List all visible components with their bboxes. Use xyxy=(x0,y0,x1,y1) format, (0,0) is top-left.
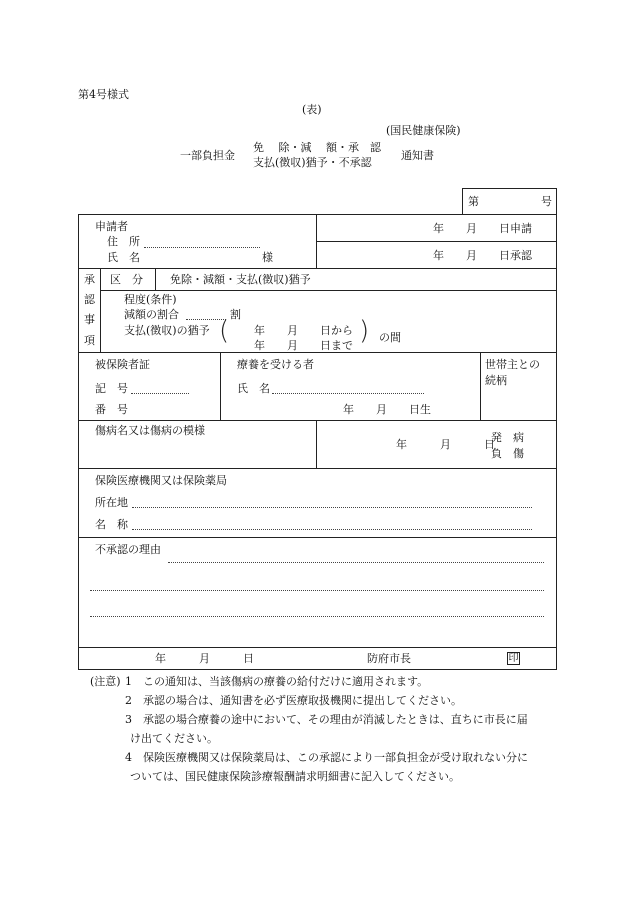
provider-name-label: 名 称 xyxy=(95,518,128,531)
note-4-text: 保険医療機関又は保険薬局は、この承認により一部負担金が受け取れない分に xyxy=(143,751,528,764)
kubun-label: 区 分 xyxy=(110,273,143,286)
rejection-line-3[interactable] xyxy=(90,616,544,617)
rejection-line-2[interactable] xyxy=(90,590,544,591)
address-field[interactable] xyxy=(144,247,260,248)
kigou-field[interactable] xyxy=(131,393,189,394)
bangou-label: 番 号 xyxy=(95,403,128,416)
title-prefix: 一部負担金 xyxy=(180,149,235,162)
wari-label: 割 xyxy=(230,308,241,321)
provider-label: 保険医療機関又は保険薬局 xyxy=(95,474,227,487)
number-dai: 第 xyxy=(468,195,479,208)
note-4-num: 4 xyxy=(125,751,132,764)
note-3-text-cont: け出てください。 xyxy=(130,732,218,745)
seal-stamp: 印 xyxy=(508,653,519,664)
deferral-from[interactable]: 年 月 日から xyxy=(254,324,353,337)
relation-label-2: 続柄 xyxy=(485,374,507,387)
number-go: 号 xyxy=(541,195,552,208)
form-number: 第4号様式 xyxy=(78,88,129,101)
notes-prefix: (注意) xyxy=(90,675,121,688)
recipient-name-field[interactable] xyxy=(272,393,424,394)
onset-label-2: 負 傷 xyxy=(491,447,524,460)
rejection-line-1[interactable] xyxy=(168,562,544,563)
applicant-label: 申請者 xyxy=(95,220,128,233)
relation-label-1: 世帯主との xyxy=(485,358,540,371)
name-label: 氏 名 xyxy=(107,251,140,264)
rejection-label: 不承認の理由 xyxy=(95,543,161,556)
period-label: の間 xyxy=(379,331,401,344)
kigou-label: 記 号 xyxy=(95,382,128,395)
location-label: 所在地 xyxy=(95,496,128,509)
recipient-label: 療養を受ける者 xyxy=(237,358,314,371)
right-paren: ) xyxy=(359,316,370,346)
illness-label: 傷病名又は傷病の模様 xyxy=(95,424,205,437)
note-1-num: 1 xyxy=(125,675,132,688)
kubun-value: 免除・減額・支払(徴収)猶予 xyxy=(170,273,311,286)
note-2-text: 承認の場合は、通知書を必ず医療取扱機関に提出してください。 xyxy=(143,694,462,707)
mayor-label: 防府市長 xyxy=(367,652,411,665)
provider-name-field[interactable] xyxy=(132,529,532,530)
note-3-text: 承認の場合療養の途中において、その理由が消滅したときは、直ちに市長に届 xyxy=(143,713,528,726)
onset-label-1: 発 病 xyxy=(491,431,524,444)
left-paren: ( xyxy=(219,316,230,346)
title-suffix: 通知書 xyxy=(401,149,434,162)
note-2-num: 2 xyxy=(125,694,132,707)
deferral-label: 支払(徴収)の猶予 xyxy=(124,324,210,337)
note-3-num: 3 xyxy=(125,713,132,726)
approval-vertical-4: 項 xyxy=(84,334,95,347)
note-1-text: この通知は、当該傷病の療養の給付だけに適用されます。 xyxy=(143,675,429,688)
approval-vertical-2: 認 xyxy=(84,293,95,306)
omote-label: (表) xyxy=(302,103,322,116)
date-approved[interactable]: 年 月 日承認 xyxy=(433,249,532,262)
birth-date[interactable]: 年 月 日生 xyxy=(343,403,431,416)
approval-vertical-1: 承 xyxy=(84,273,95,286)
title-line1: 免 除・減 額・承 認 xyxy=(253,141,381,154)
recipient-name-label: 氏 名 xyxy=(237,382,270,395)
insurance-card-label: 被保険者証 xyxy=(95,358,150,371)
note-4-text-cont: ついては、国民健康保険診療報酬請求明細書に記入してください。 xyxy=(130,770,460,783)
degree-label: 程度(条件) xyxy=(124,293,177,306)
notice-date[interactable]: 年 月 日 xyxy=(155,652,254,665)
address-label: 住 所 xyxy=(107,235,140,248)
illness-date[interactable]: 年 月 日 xyxy=(396,438,495,451)
approval-vertical-3: 事 xyxy=(84,313,95,326)
sama-label: 様 xyxy=(262,251,273,264)
location-field[interactable] xyxy=(132,507,532,508)
date-applied[interactable]: 年 月 日申請 xyxy=(433,222,532,235)
title-line2: 支払(徴収)猶予・不承認 xyxy=(253,156,372,169)
deferral-until[interactable]: 年 月 日まで xyxy=(254,339,353,352)
reduction-rate-label: 減額の割合 xyxy=(124,308,179,321)
insurance-type: (国民健康保険) xyxy=(386,124,461,137)
